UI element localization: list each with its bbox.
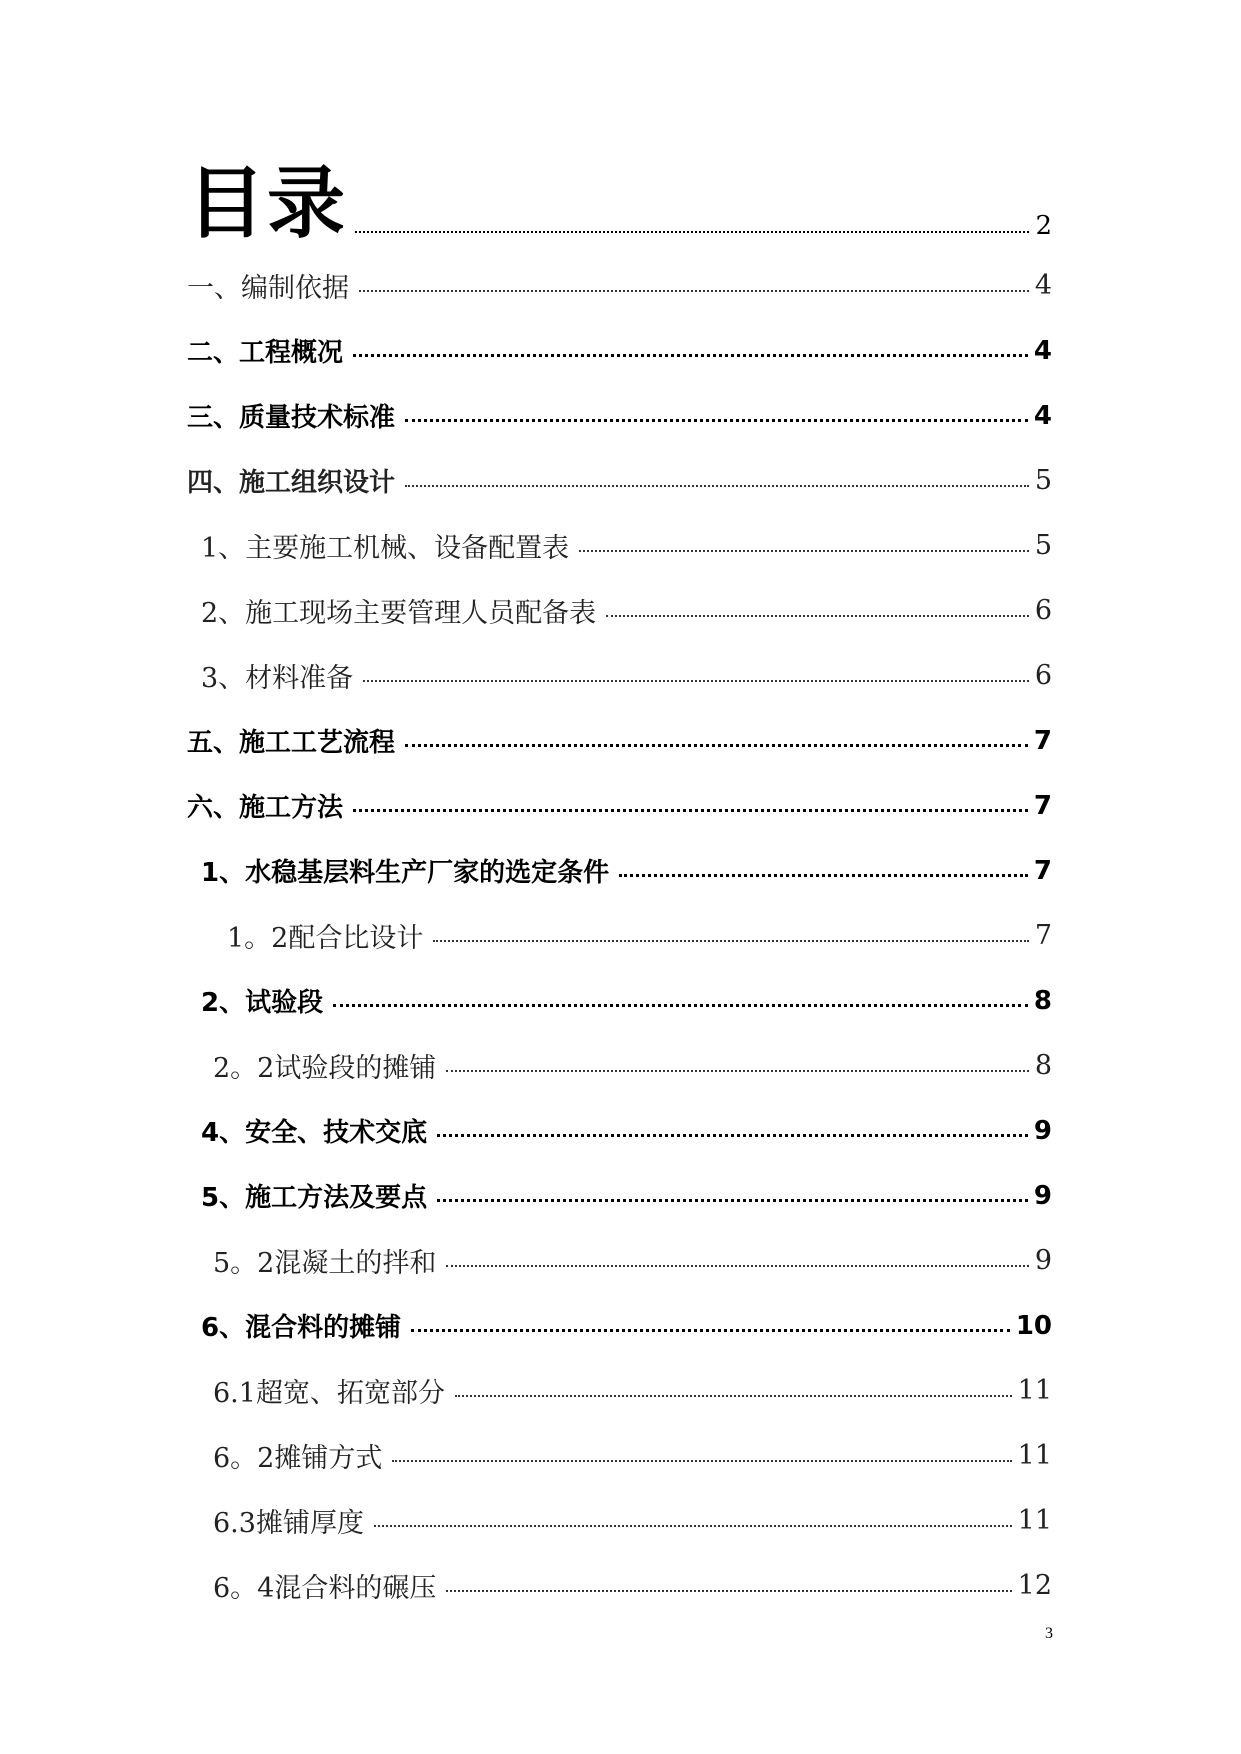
toc-entry[interactable] [187, 513, 1052, 578]
toc-entry-page-number: 11 [1017, 1440, 1052, 1471]
toc-entry-page-number: 4 [1033, 335, 1052, 366]
toc-entry-label: 2、施工现场主要管理人员配备表 [201, 598, 597, 629]
toc-entry-label: 6.1超宽、拓宽部分 [213, 1378, 445, 1409]
toc-entry-label: 四、施工组织设计 [187, 468, 396, 498]
dot-leader [433, 940, 1028, 942]
toc-entry-page-number: 10 [1015, 1310, 1052, 1341]
toc-entry-page-number: 7 [1033, 855, 1052, 886]
toc-entry-label: 1、水稳基层料生产厂家的选定条件 [201, 858, 610, 888]
toc-entry[interactable] [187, 708, 1052, 773]
toc-title-page-number: 2 [1035, 211, 1052, 241]
toc-entry-label: 2、试验段 [201, 988, 324, 1018]
toc-entry[interactable] [187, 1423, 1052, 1488]
dot-leader [446, 1265, 1028, 1267]
dot-leader [363, 680, 1029, 682]
toc-entry-page-number: 4 [1034, 270, 1052, 301]
dot-leader [411, 1329, 1010, 1332]
toc-entry-page-number: 5 [1034, 465, 1052, 496]
toc-entry-page-number: 9 [1034, 1245, 1052, 1276]
toc-entry-page-number: 4 [1033, 400, 1052, 431]
toc-entry[interactable] [187, 1098, 1052, 1163]
toc-entry[interactable] [187, 773, 1052, 838]
toc-entry-page-number: 7 [1033, 790, 1052, 821]
toc-entry[interactable] [187, 383, 1052, 448]
toc-entry-page-number: 12 [1017, 1570, 1052, 1601]
toc-entry-label: 3、材料准备 [201, 663, 354, 694]
toc-entry[interactable] [187, 448, 1052, 513]
toc-entry-page-number: 9 [1033, 1180, 1052, 1211]
toc-entry[interactable] [187, 578, 1052, 643]
toc-entry[interactable] [187, 1293, 1052, 1358]
toc-entry-page-number: 6 [1034, 595, 1052, 626]
toc-entry-page-number: 7 [1034, 920, 1052, 951]
toc-entry[interactable] [187, 318, 1052, 383]
toc-entry-page-number: 9 [1033, 1115, 1052, 1146]
dot-leader [619, 874, 1028, 877]
toc-entry-label: 6。4混合料的碾压 [213, 1573, 437, 1604]
toc-entry-label: 一、编制依据 [187, 273, 349, 304]
toc-entry[interactable] [187, 253, 1052, 318]
toc-entry[interactable] [187, 1488, 1052, 1553]
toc-entry-label: 1。2配合比设计 [227, 923, 424, 954]
dot-leader [405, 419, 1028, 422]
toc-entry-label: 1、主要施工机械、设备配置表 [201, 533, 570, 564]
dot-leader [446, 1070, 1028, 1072]
toc-entry-page-number: 5 [1034, 530, 1052, 561]
toc-entry-label: 5、施工方法及要点 [201, 1183, 428, 1213]
dot-leader [355, 231, 1029, 233]
toc-entry-page-number: 6 [1034, 660, 1052, 691]
dot-leader [446, 1590, 1011, 1592]
toc-entry[interactable] [187, 1228, 1052, 1293]
dot-leader [405, 485, 1029, 487]
toc-entry-label: 5。2混凝土的拌和 [213, 1248, 437, 1279]
dot-leader [374, 1525, 1012, 1527]
dot-leader [437, 1134, 1028, 1137]
toc-title-row[interactable] [187, 150, 1052, 249]
dot-leader [392, 1460, 1011, 1462]
toc-entry[interactable] [187, 643, 1052, 708]
dot-leader [437, 1199, 1028, 1202]
toc-entry-label: 4、安全、技术交底 [201, 1118, 428, 1148]
dot-leader [455, 1395, 1012, 1397]
toc-entry-label: 五、施工工艺流程 [187, 728, 396, 758]
toc-entry[interactable] [187, 1163, 1052, 1228]
toc-entry-label: 6。2摊铺方式 [213, 1443, 383, 1474]
toc-entry-label: 二、工程概况 [187, 338, 344, 368]
dot-leader [333, 1004, 1028, 1007]
toc-entry-page-number: 7 [1033, 725, 1052, 756]
toc-entry-label: 6、混合料的摊铺 [201, 1313, 402, 1343]
toc-entry-page-number: 8 [1033, 985, 1052, 1016]
toc-entry-page-number: 11 [1017, 1375, 1052, 1406]
toc-entry[interactable] [187, 838, 1052, 903]
toc-entry-page-number: 11 [1017, 1505, 1052, 1536]
dot-leader [359, 290, 1029, 292]
toc-entry-label: 2。2试验段的摊铺 [213, 1053, 437, 1084]
toc-entry-label: 6.3摊铺厚度 [213, 1508, 364, 1539]
toc-title: 目录 [187, 158, 348, 249]
toc-entry[interactable] [187, 1033, 1052, 1098]
toc-entry[interactable] [187, 1358, 1052, 1423]
footer-page-number: 3 [1045, 1625, 1053, 1642]
toc-entry[interactable] [187, 903, 1052, 968]
dot-leader [579, 550, 1029, 552]
dot-leader [353, 354, 1028, 357]
toc-entry[interactable] [187, 968, 1052, 1033]
toc-entry-label: 六、施工方法 [187, 793, 344, 823]
toc-entry-page-number: 8 [1034, 1050, 1052, 1081]
dot-leader [606, 615, 1029, 617]
dot-leader [405, 744, 1028, 747]
toc-list [187, 253, 1052, 1618]
dot-leader [353, 809, 1028, 812]
toc-entry-label: 三、质量技术标准 [187, 403, 396, 433]
toc-entry[interactable] [187, 1553, 1052, 1618]
